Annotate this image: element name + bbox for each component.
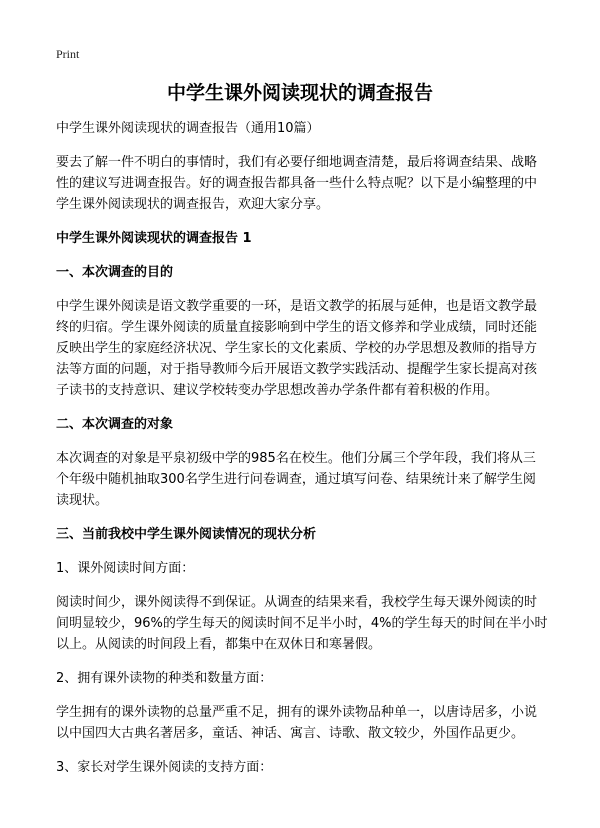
item-heading-reading-materials: 2、拥有课外读物的种类和数量方面： — [56, 671, 273, 686]
document-body — [56, 118, 548, 791]
print-label: Print — [56, 47, 80, 61]
item-heading-reading-time: 1、课外阅读时间方面： — [56, 561, 195, 576]
section-paragraph-subjects: 本次调查的对象是平泉初级中学的985名在校生。他们分属三个学年段，我们将从三个年级中随机抽取300名学生进行问卷调查，通过填写问卷、结果统计来了解学生阅读现状。 — [56, 451, 536, 508]
section-paragraph-purpose: 中学生课外阅读是语文教学重要的一环，是语文教学的拓展与延伸，也是语文教学最终的归宿。学生课外阅读的质量直接影响到中学生的语文修养和学业成绩，同时还能反映出学生的家庭经济状况、学生家长的文化素质、学校的办学思想及教师的指导方法等方面的问题，对于指导教师今后开展语文教学实践活动、提醒学生家长提高对孩子读书的支持意识、建议学校转变办学思想改善办学条件都有着积极的作用。 — [56, 299, 538, 398]
section-heading-purpose: 一、本次调查的目的 — [56, 265, 174, 280]
item-heading-parent-support: 3、家长对学生课外阅读的支持方面： — [56, 760, 273, 775]
report-heading: 中学生课外阅读现状的调查报告 1 — [56, 231, 252, 246]
document-subtitle: 中学生课外阅读现状的调查报告（通用10篇） — [56, 121, 320, 136]
section-heading-subjects: 二、本次调查的对象 — [56, 417, 174, 432]
section-heading-analysis: 三、当前我校中学生课外阅读情况的现状分析 — [56, 527, 317, 542]
intro-paragraph: 要去了解一件不明白的事情时，我们有必要仔细地调查清楚，最后将调查结果、战略性的建议写进调查报告。好的调查报告都具备一些什么特点呢？以下是小编整理的中学生课外阅读现状的调查报告，欢迎大家分享。 — [56, 155, 538, 212]
document-title: 中学生课外阅读现状的调查报告 — [166, 82, 433, 104]
item-paragraph-reading-time: 阅读时间少，课外阅读得不到保证。从调查的结果来看，我校学生每天课外阅读的时间明显较少，96%的学生每天的阅读时间不足半小时，4%的学生每天的时间在半小时以上。从阅读的时间段上看，都集中在双休日和寒暑假。 — [56, 595, 548, 652]
item-paragraph-reading-materials: 学生拥有的课外读物的总量严重不足，拥有的课外读物品种单一，以唐诗居多，小说以中国四大古典名著居多，童话、神话、寓言、诗歌、散文较少，外国作品更少。 — [56, 705, 538, 741]
